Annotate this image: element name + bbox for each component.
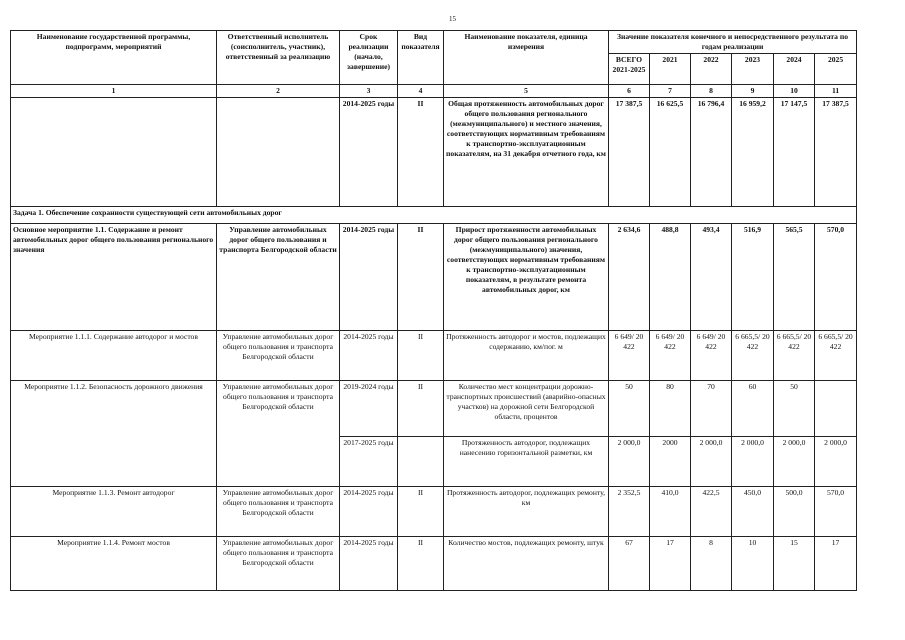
value-cell: 570,0 [815,487,857,537]
value-cell: 8 [691,537,732,591]
header-program-name: Наименование государственной программы, подпрограмм, мероприятий [11,31,217,85]
header-year: 2024 [774,54,815,85]
value-cell: 17 [815,537,857,591]
indicator-type-cell: II [398,381,444,437]
page-number: 15 [449,15,456,23]
header-year: 2025 [815,54,857,85]
period-cell: 2014-2025 годы [340,537,398,591]
value-cell: 6 665,5/ 20 422 [815,331,857,381]
col-number: 10 [774,85,815,98]
responsible-cell: Управление автомобильных дорог общего пользования и транспорта Белгородской области [217,381,340,487]
program-name-cell: Мероприятие 1.1.3. Ремонт автодорог [11,487,217,537]
period-cell: 2014-2025 годы [340,487,398,537]
value-cell: 516,9 [732,224,774,331]
indicator-name-cell: Протяженность автодорог и мостов, подлежащих содержанию, км/пог. м [444,331,609,381]
program-table [10,30,857,591]
value-cell: 17 387,5 [815,98,857,207]
value-cell: 488,8 [650,224,691,331]
header-responsible: Ответственный исполнитель (соисполнитель, участник), ответственный за реализацию [217,31,340,85]
value-cell: 6 665,5/ 20 422 [774,331,815,381]
responsible-cell: Управление автомобильных дорог общего пользования и транспорта Белгородской области [217,331,340,381]
col-number: 3 [340,85,398,98]
col-number: 5 [444,85,609,98]
value-cell: 410,0 [650,487,691,537]
period-cell: 2017-2025 годы [340,437,398,487]
value-total-cell: 17 387,5 [609,98,650,207]
period-cell: 2014-2025 годы [340,98,398,207]
header-year: 2021 [650,54,691,85]
col-number: 4 [398,85,444,98]
col-number: 11 [815,85,857,98]
col-number: 7 [650,85,691,98]
value-cell: 80 [650,381,691,437]
period-cell: 2014-2025 годы [340,331,398,381]
value-total-cell: 2 634,6 [609,224,650,331]
value-cell: 70 [691,381,732,437]
col-number: 1 [11,85,217,98]
indicator-name-cell: Количество мостов, подлежащих ремонту, штук [444,537,609,591]
table-row [11,381,857,437]
value-total-cell: 2 352,5 [609,487,650,537]
indicator-type-cell: II [398,224,444,331]
value-cell [815,381,857,437]
value-total-cell: 50 [609,381,650,437]
value-total-cell: 6 649/ 20 422 [609,331,650,381]
indicator-type-cell: II [398,98,444,207]
table-row [11,537,857,591]
header-year: 2023 [732,54,774,85]
value-cell: 450,0 [732,487,774,537]
indicator-name-cell: Общая протяженность автомобильных дорог общего пользования регионального (межмуниципального) и местного значения, соответствующих нормативным требованиям к транспортно-эксплуатационным показателям, на 31 декабря отчетного года, км [444,98,609,207]
column-numbers-row [11,85,857,98]
col-number: 8 [691,85,732,98]
header-indicator-type: Вид показателя [398,31,444,85]
value-cell: 500,0 [774,487,815,537]
table-row [11,487,857,537]
indicator-name-cell: Протяженность автодорог, подлежащих нанесению горизонтальной разметки, км [444,437,609,487]
value-cell: 570,0 [815,224,857,331]
value-cell: 6 649/ 20 422 [691,331,732,381]
value-cell: 2 000,0 [815,437,857,487]
header-total: ВСЕГО 2021-2025 [609,54,650,85]
header-year: 2022 [691,54,732,85]
col-number: 6 [609,85,650,98]
value-cell: 16 625,5 [650,98,691,207]
value-cell: 422,5 [691,487,732,537]
value-cell: 2 000,0 [774,437,815,487]
value-cell: 565,5 [774,224,815,331]
indicator-type-cell: II [398,331,444,381]
value-cell: 493,4 [691,224,732,331]
value-cell: 10 [732,537,774,591]
value-cell: 15 [774,537,815,591]
value-cell: 17 147,5 [774,98,815,207]
col-number: 9 [732,85,774,98]
value-cell: 16 959,2 [732,98,774,207]
header-period: Срок реализации (начало, завершение) [340,31,398,85]
header-row [11,31,857,54]
task-row [11,207,857,224]
value-cell: 6 665,5/ 20 422 [732,331,774,381]
value-cell: 6 649/ 20 422 [650,331,691,381]
table-row [11,98,857,207]
indicator-type-cell: II [398,537,444,591]
program-name-cell: Мероприятие 1.1.1. Содержание автодорог и мостов [11,331,217,381]
responsible-cell [217,98,340,207]
responsible-cell: Управление автомобильных дорог общего пользования и транспорта Белгородской области [217,224,340,331]
period-cell: 2014-2025 годы [340,224,398,331]
value-total-cell: 2 000,0 [609,437,650,487]
value-cell: 50 [774,381,815,437]
table-row [11,224,857,331]
period-cell: 2019-2024 годы [340,381,398,437]
col-number: 2 [217,85,340,98]
responsible-cell: Управление автомобильных дорог общего пользования и транспорта Белгородской области [217,487,340,537]
program-name-cell: Мероприятие 1.1.4. Ремонт мостов [11,537,217,591]
value-total-cell: 67 [609,537,650,591]
indicator-type-cell: II [398,487,444,537]
value-cell: 16 796,4 [691,98,732,207]
header-values-group: Значение показателя конечного и непосредственного результата по годам реализации [609,31,857,54]
responsible-cell: Управление автомобильных дорог общего пользования и транспорта Белгородской области [217,537,340,591]
program-name-cell [11,98,217,207]
header-indicator-name: Наименование показателя, единица измерения [444,31,609,85]
value-cell: 2 000,0 [732,437,774,487]
value-cell: 2 000,0 [691,437,732,487]
program-name-cell: Мероприятие 1.1.2. Безопасность дорожного движения [11,381,217,487]
program-name-cell: Основное мероприятие 1.1. Содержание и ремонт автомобильных дорог общего пользования регионального значения [11,224,217,331]
value-cell: 17 [650,537,691,591]
table-row [11,331,857,381]
task-title: Задача 1. Обеспечение сохранности существующей сети автомобильных дорог [11,207,857,224]
value-cell: 60 [732,381,774,437]
indicator-name-cell: Протяженность автодорог, подлежащих ремонту, км [444,487,609,537]
value-cell: 2000 [650,437,691,487]
indicator-name-cell: Количество мест концентрации дорожно-транспортных происшествий (аварийно-опасных участков) на дорожной сети Белгородской области, процентов [444,381,609,437]
indicator-type-cell [398,437,444,487]
indicator-name-cell: Прирост протяженности автомобильных дорог общего пользования регионального (межмуниципального) значения, соответствующих нормативным требованиям к транспортно-эксплуатационным показателям, в результате ремонта автомобильных дорог, км [444,224,609,331]
